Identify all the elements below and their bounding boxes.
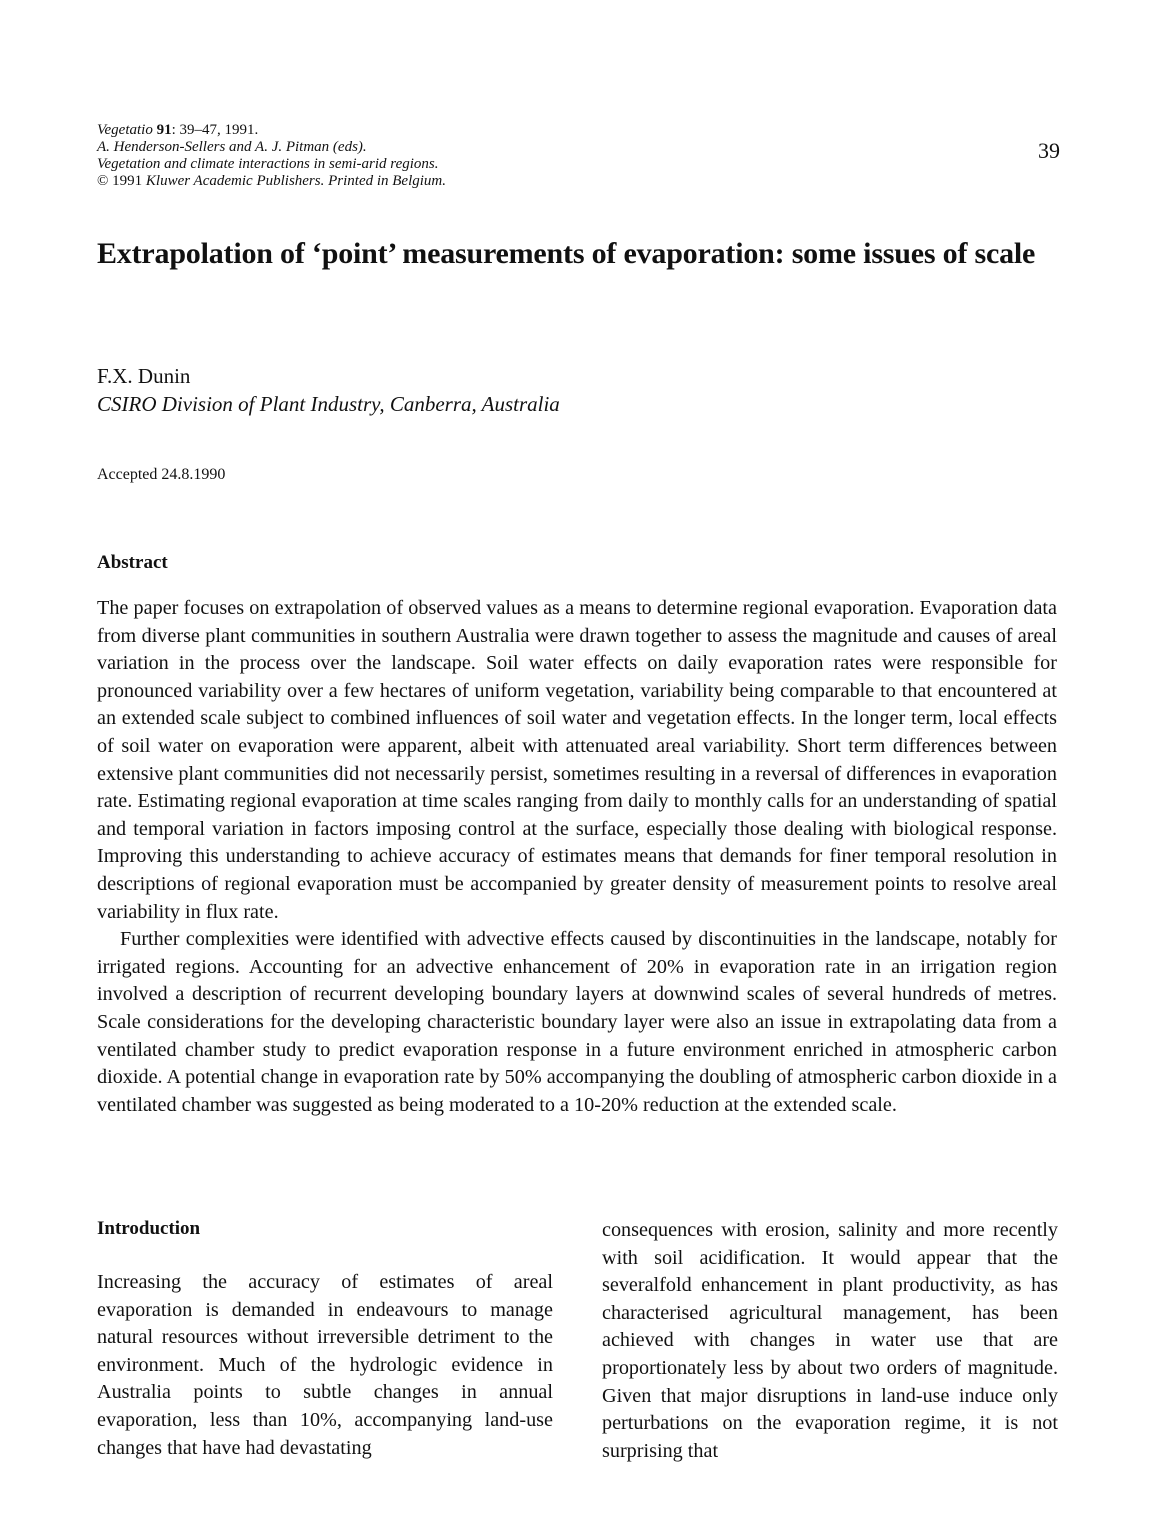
author-affiliation: CSIRO Division of Plant Industry, Canberra, Australia (97, 392, 560, 416)
journal-pages-year: : 39–47, 1991. (171, 122, 259, 138)
editors: A. Henderson-Sellers and A. J. Pitman (eds). (97, 139, 367, 155)
page-number: 39 (1038, 138, 1060, 163)
abstract-paragraph: The paper focuses on extrapolation of observed values as a means to determine regional evaporation. Evaporation data from diverse plant communities in southern Australia were drawn together to assess the magnitude and causes of areal variation in the process over the landscape. Soil water effects on daily evaporation rates were responsible for pronounced variability over a few hectares of uniform vegetation, variability being comparable to that encountered at an extended scale subject to combined influences of soil water and vegetation effects. In the longer term, local effects of soil water on evaporation were apparent, albeit with attenuated areal variability. Short term differences between extensive plant communities did not necessarily persist, sometimes resulting in a reversal of differences in evaporation rate. Estimating regional evaporation at time scales ranging from daily to monthly calls for an understanding of spatial and temporal variation in factors imposing control at the surface, especially those dealing with biological response. Improving this understanding to achieve accuracy of estimates means that demands for finer temporal resolution in descriptions of regional evaporation must be accompanied by greater density of measurement points to resolve areal variability in flux rate. (97, 597, 1057, 923)
introduction-right-column (602, 1217, 1058, 1465)
abstract-paragraph: Further complexities were identified with advective effects caused by discontinuities in the landscape, notably for irrigated regions. Accounting for an advective enhancement of 20% in evaporation rate in an irrigation region involved a description of recurrent developing boundary layers at downwind scales of several hundreds of metres. Scale considerations for the developing characteristic boundary layer were also an issue in extrapolating data from a ventilated chamber study to predict evaporation response in a future environment enriched in atmospheric carbon dioxide. A potential change in evaporation rate by 50% accompanying the doubling of atmospheric carbon dioxide in a ventilated chamber was suggested as being moderated to a 10-20% reduction at the extended scale. (97, 928, 1057, 1116)
copyright-line (97, 173, 857, 190)
citation-header (97, 122, 857, 190)
abstract-body (97, 595, 1057, 1119)
body-paragraph: Increasing the accuracy of estimates of areal evaporation is demanded in endeavours to manage natural resources without irreversible detriment to the environment. Much of the hydrologic evidence in Australia points to subtle changes in annual evaporation, less than 10%, accompanying land-use changes that have had devastating (97, 1271, 553, 1459)
paper-title: Extrapolation of ‘point’ measurements of evaporation: some issues of scale (97, 237, 1036, 270)
journal-volume: 91 (156, 122, 172, 138)
copyright-year: © 1991 (97, 173, 143, 189)
author-name: F.X. Dunin (97, 364, 191, 388)
introduction-left-column (97, 1269, 553, 1462)
publisher: Kluwer Academic Publishers. Printed in Belgium. (145, 173, 447, 189)
introduction-heading: Introduction (97, 1218, 201, 1239)
abstract-heading: Abstract (97, 552, 168, 573)
journal-citation (97, 122, 857, 139)
accepted-date: Accepted 24.8.1990 (97, 466, 226, 483)
book-title: Vegetation and climate interactions in semi-arid regions. (97, 156, 439, 172)
body-paragraph: consequences with erosion, salinity and more recently with soil acidification. It would appear that the severalfold enhancement in plant productivity, as has characterised agricultural management, has been achieved with changes in water use that are proportionately less by about two orders of magnitude. Given that major disruptions in land-use induce only perturbations on the evaporation regime, it is not surprising that (602, 1219, 1058, 1462)
journal-name: Vegetatio (97, 122, 153, 138)
